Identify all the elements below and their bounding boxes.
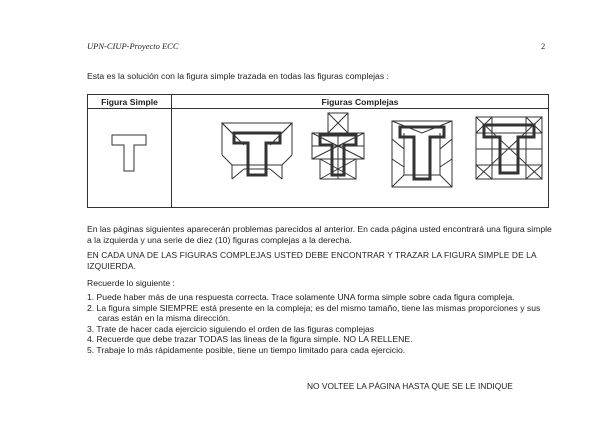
list-item: 5. Trabaje lo más rápidamente posible, tiene un tiempo limitado para cada ejercicio. — [87, 344, 406, 355]
rules-list — [87, 292, 547, 356]
paragraph-instructions: En las páginas siguientes aparecerán problemas parecidos al anterior. En cada página usted encontrará una figura simple a la izquierda y una serie de diez (10) figuras complejas a la derecha. — [87, 224, 552, 245]
column-header-simple: Figura Simple — [88, 95, 172, 109]
column-header-complex: Figuras Complejas — [172, 95, 549, 109]
list-item: 4. Recuerde que debe trazar TODAS las lineas de la figura simple. NO LA RELLENE. — [87, 334, 413, 345]
paragraph-task: EN CADA UNA DE LAS FIGURAS COMPLEJAS USTED DEBE ENCONTRAR Y TRAZAR LA FIGURA SIMPLE DE LA IZQUIERDA. — [87, 250, 537, 271]
closing-instruction: NO VOLTEE LA PÁGINA HASTA QUE SE LE INDIQUE — [307, 381, 513, 391]
list-item: 1. Puede haber más de una respuesta correcta. Trace solamente UNA forma simple sobre cada figura compleja. — [87, 292, 515, 302]
complex-figure-1 — [222, 123, 292, 179]
recuerde-heading: Recuerde lo siguiente : — [87, 278, 175, 288]
figures-table — [87, 94, 549, 208]
complex-figures-cell — [172, 109, 548, 207]
simple-figure-cell — [88, 109, 171, 207]
document-header: UPN-CIUP-Proyecto ECC — [87, 41, 179, 51]
list-item: 3. Trate de hacer cada ejercicio siguiendo el orden de las figuras complejas — [87, 323, 375, 334]
complex-figure-3-solution — [400, 127, 444, 179]
list-item: 2. La figura simple SIEMPRE está presente en la compleja; es del mismo tamaño, tiene las mismas proporciones y sus caras están en la misma dirección. — [87, 302, 541, 324]
complex-figures-drawing — [172, 109, 551, 207]
page-number: 2 — [541, 41, 546, 51]
intro-text: Esta es la solución con la figura simple trazada en todas las figuras complejas : — [87, 71, 389, 81]
simple-figure-t-shape — [88, 109, 171, 207]
